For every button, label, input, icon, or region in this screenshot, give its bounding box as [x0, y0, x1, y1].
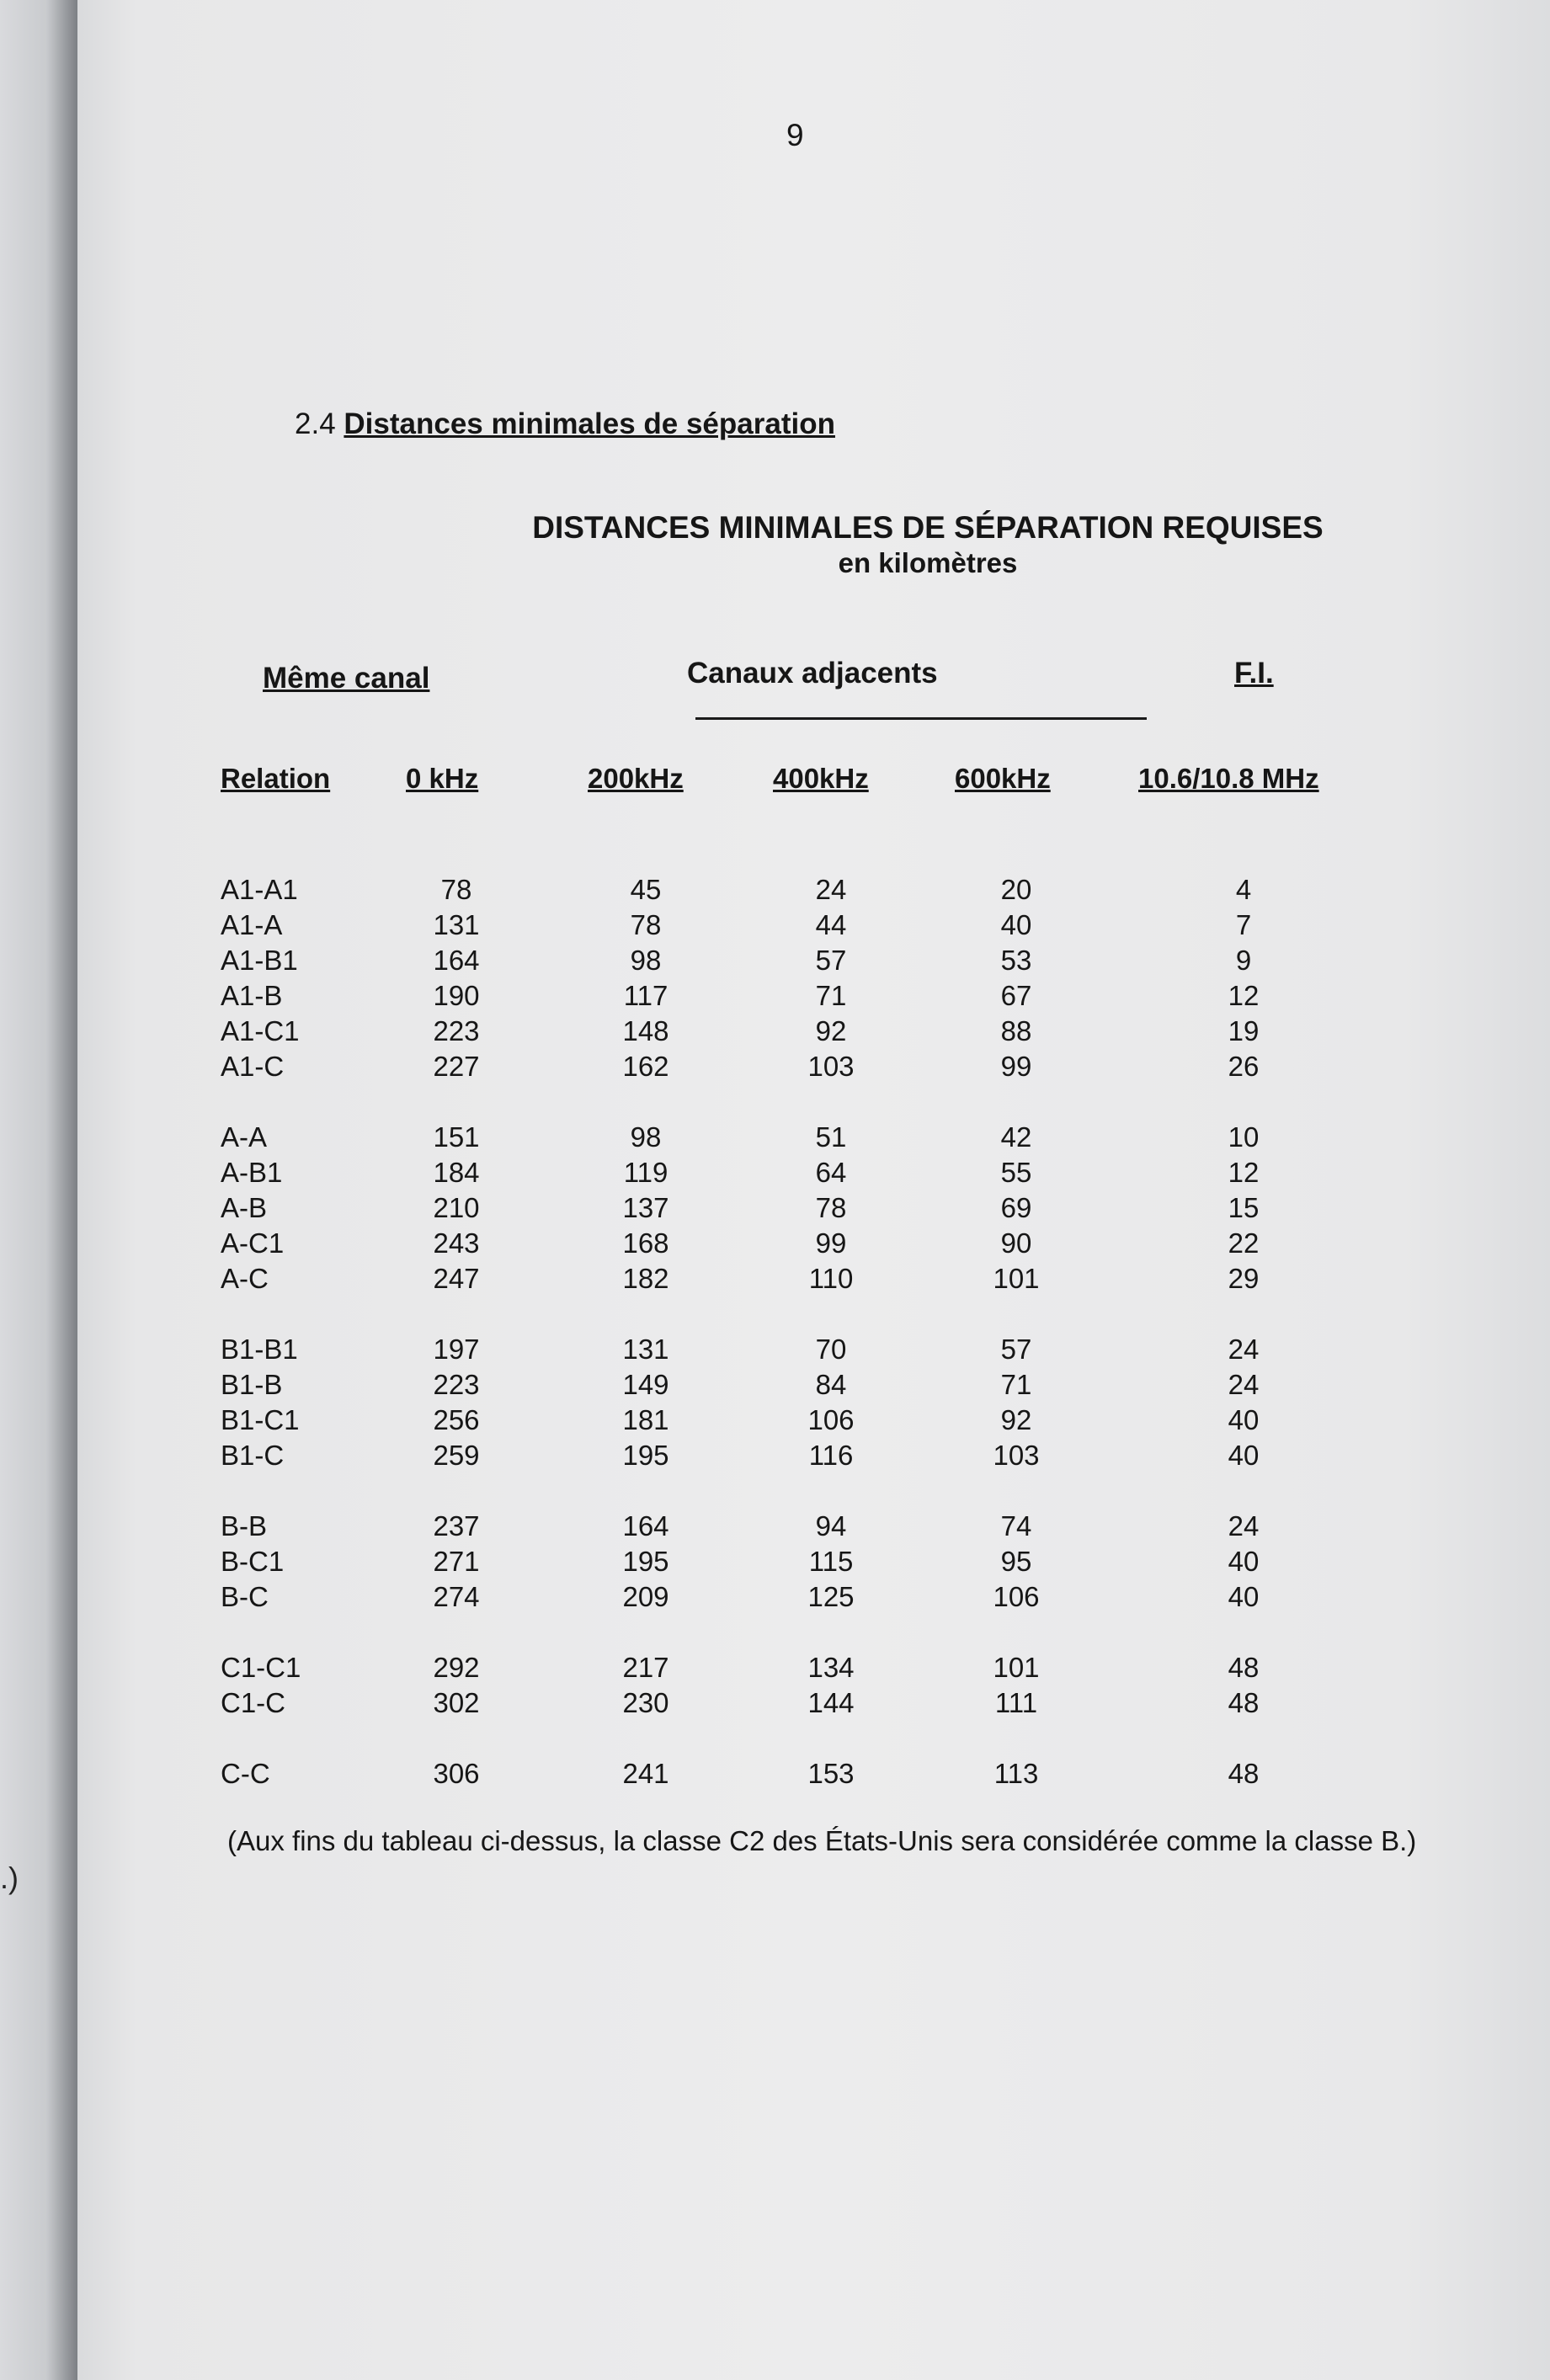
distance-cell: 106	[807, 1404, 855, 1435]
distance-cell: 182	[622, 1263, 669, 1294]
table-row	[77, 1261, 1550, 1296]
distance-cell: 57	[1000, 1334, 1032, 1365]
distance-cell: 98	[630, 1121, 662, 1153]
header-400khz: 400kHz	[773, 763, 869, 794]
distance-cell: 149	[622, 1369, 669, 1400]
distance-cell: 153	[807, 1758, 855, 1789]
distance-cell: 181	[622, 1404, 669, 1435]
distance-cell: 24	[815, 874, 847, 905]
table-row	[77, 1650, 1550, 1685]
distance-cell: 274	[433, 1581, 480, 1612]
distance-cell: 98	[630, 945, 662, 976]
distance-cell: 131	[622, 1334, 669, 1365]
distance-cell: 271	[433, 1546, 480, 1577]
group-fi: F.I.	[1234, 657, 1274, 690]
distance-cell: 90	[1000, 1227, 1032, 1259]
distance-cell: 64	[815, 1157, 847, 1188]
distance-cell: 40	[1000, 909, 1032, 940]
distance-cell: 9	[1235, 945, 1252, 976]
section-title: Distances minimales de séparation	[344, 407, 835, 440]
distance-cell: 103	[807, 1051, 855, 1082]
distance-cell: 40	[1228, 1546, 1260, 1577]
header-600khz: 600kHz	[955, 763, 1051, 794]
distance-cell: 223	[433, 1369, 480, 1400]
distance-cell: 67	[1000, 980, 1032, 1011]
distance-cell: 217	[622, 1652, 669, 1683]
relation-cell: B-C	[221, 1581, 269, 1612]
distance-cell: 48	[1228, 1652, 1260, 1683]
group-adjacent-channels: Canaux adjacents	[687, 657, 938, 690]
distance-cell: 103	[993, 1440, 1040, 1471]
distance-cell: 92	[815, 1015, 847, 1046]
table-title: DISTANCES MINIMALES DE SÉPARATION REQUISES	[532, 510, 1324, 545]
page-number: 9	[786, 118, 804, 152]
relation-cell: A1-A	[221, 909, 283, 940]
relation-cell: B1-B	[221, 1369, 283, 1400]
table-row	[77, 1049, 1550, 1084]
distance-cell: 69	[1000, 1192, 1032, 1223]
distance-cell: 24	[1228, 1334, 1260, 1365]
distance-cell: 71	[815, 980, 847, 1011]
relation-cell: C1-C	[221, 1687, 286, 1718]
distance-cell: 302	[433, 1687, 480, 1718]
header-relation: Relation	[221, 763, 331, 794]
table-row	[77, 1544, 1550, 1579]
distance-cell: 88	[1000, 1015, 1032, 1046]
distance-cell: 116	[808, 1440, 854, 1471]
distance-cell: 48	[1228, 1687, 1260, 1718]
relation-cell: A1-C	[221, 1051, 285, 1082]
relation-cell: C-C	[221, 1758, 270, 1789]
distance-cell: 92	[1000, 1404, 1032, 1435]
table-row	[77, 1685, 1550, 1721]
table-row	[77, 1226, 1550, 1261]
distance-cell: 230	[622, 1687, 669, 1718]
distance-cell: 134	[807, 1652, 855, 1683]
distance-cell: 113	[993, 1758, 1039, 1789]
table-row	[77, 1155, 1550, 1190]
distance-cell: 15	[1228, 1192, 1260, 1223]
adjacent-channels-rule	[695, 717, 1147, 720]
header-if-freq: 10.6/10.8 MHz	[1138, 763, 1319, 794]
distance-cell: 10	[1228, 1121, 1260, 1153]
distance-cell: 209	[622, 1581, 669, 1612]
distance-cell: 24	[1228, 1510, 1260, 1541]
relation-cell: B1-C1	[221, 1404, 300, 1435]
distance-cell: 78	[815, 1192, 847, 1223]
relation-cell: A1-A1	[221, 874, 298, 905]
distance-cell: 125	[807, 1581, 855, 1612]
table-row	[77, 1438, 1550, 1473]
table-row	[77, 1014, 1550, 1049]
distance-cell: 84	[815, 1369, 847, 1400]
distance-cell: 101	[993, 1652, 1040, 1683]
relation-cell: B-C1	[221, 1546, 285, 1577]
distance-cell: 12	[1228, 1157, 1260, 1188]
distance-cell: 237	[433, 1510, 480, 1541]
relation-cell: B1-B1	[221, 1334, 298, 1365]
document-page	[77, 0, 1550, 2380]
distance-cell: 247	[433, 1263, 480, 1294]
distance-cell: 40	[1228, 1581, 1260, 1612]
distance-cell: 48	[1228, 1758, 1260, 1789]
distance-cell: 22	[1228, 1227, 1260, 1259]
relation-cell: A-B	[221, 1192, 268, 1223]
header-0khz: 0 kHz	[406, 763, 479, 794]
distance-cell: 210	[433, 1192, 480, 1223]
distance-cell: 20	[1000, 874, 1032, 905]
distance-cell: 53	[1000, 945, 1032, 976]
relation-cell: A1-B	[221, 980, 283, 1011]
distance-cell: 195	[622, 1440, 669, 1471]
distance-cell: 137	[622, 1192, 669, 1223]
table-row	[77, 1403, 1550, 1438]
relation-cell: B-B	[221, 1510, 268, 1541]
distance-cell: 70	[815, 1334, 847, 1365]
distance-cell: 110	[808, 1263, 854, 1294]
relation-cell: C1-C1	[221, 1652, 301, 1683]
distance-cell: 19	[1228, 1015, 1260, 1046]
previous-page-edge	[0, 0, 77, 2380]
table-row	[77, 1756, 1550, 1792]
distance-cell: 306	[433, 1758, 480, 1789]
distance-cell: 99	[815, 1227, 847, 1259]
distance-cell: 45	[630, 874, 662, 905]
header-200khz: 200kHz	[588, 763, 684, 794]
distance-cell: 74	[1000, 1510, 1032, 1541]
table-row	[77, 1509, 1550, 1544]
distance-cell: 292	[433, 1652, 480, 1683]
table-row	[77, 978, 1550, 1014]
table-row	[77, 1332, 1550, 1367]
distance-cell: 115	[808, 1546, 854, 1577]
distance-cell: 78	[440, 874, 472, 905]
distance-cell: 26	[1228, 1051, 1260, 1082]
section-number: 2.4	[295, 407, 336, 440]
table-row	[77, 872, 1550, 908]
distance-cell: 95	[1000, 1546, 1032, 1577]
distance-cell: 71	[1000, 1369, 1032, 1400]
relation-cell: A-C1	[221, 1227, 285, 1259]
table-row	[77, 1367, 1550, 1403]
distance-cell: 106	[993, 1581, 1040, 1612]
distance-cell: 168	[622, 1227, 669, 1259]
distance-cell: 164	[433, 945, 480, 976]
distance-cell: 40	[1228, 1440, 1260, 1471]
distance-cell: 51	[815, 1121, 847, 1153]
margin-mark: .)	[0, 1861, 19, 1895]
distance-cell: 40	[1228, 1404, 1260, 1435]
distance-cell: 12	[1228, 980, 1260, 1011]
distance-cell: 119	[623, 1157, 668, 1188]
distance-cell: 42	[1000, 1121, 1032, 1153]
table-note: (Aux fins du tableau ci-dessus, la classe C2 des États-Unis sera considérée comme la classe B.)	[227, 1825, 1417, 1856]
table-row	[77, 943, 1550, 978]
relation-cell: A-C	[221, 1263, 269, 1294]
distance-cell: 7	[1235, 909, 1252, 940]
relation-cell: A-A	[221, 1121, 268, 1153]
distance-cell: 151	[433, 1121, 480, 1153]
distance-cell: 164	[622, 1510, 669, 1541]
distance-cell: 44	[815, 909, 847, 940]
table-row	[77, 1190, 1550, 1226]
distance-cell: 259	[433, 1440, 480, 1471]
distance-cell: 131	[433, 909, 480, 940]
relation-cell: A-B1	[221, 1157, 283, 1188]
distance-cell: 190	[433, 980, 480, 1011]
distance-cell: 111	[994, 1687, 1038, 1718]
table-row	[77, 908, 1550, 943]
distance-cell: 227	[433, 1051, 480, 1082]
distance-cell: 144	[807, 1687, 855, 1718]
distance-cell: 24	[1228, 1369, 1260, 1400]
distance-cell: 78	[630, 909, 662, 940]
distance-cell: 162	[622, 1051, 669, 1082]
distance-cell: 243	[433, 1227, 480, 1259]
relation-cell: B1-C	[221, 1440, 285, 1471]
distance-cell: 117	[623, 980, 668, 1011]
section-heading	[295, 407, 835, 441]
distance-cell: 57	[815, 945, 847, 976]
distance-cell: 197	[433, 1334, 480, 1365]
distance-cell: 29	[1228, 1263, 1260, 1294]
relation-cell: A1-C1	[221, 1015, 300, 1046]
table-row	[77, 1120, 1550, 1155]
group-same-channel: Même canal	[263, 662, 430, 695]
distance-cell: 256	[433, 1404, 480, 1435]
distance-cell: 184	[433, 1157, 480, 1188]
distance-cell: 94	[815, 1510, 847, 1541]
distance-cell: 241	[622, 1758, 669, 1789]
distance-cell: 4	[1235, 874, 1252, 905]
table-row	[77, 1579, 1550, 1615]
distance-cell: 223	[433, 1015, 480, 1046]
table-subtitle: en kilomètres	[838, 547, 1018, 578]
relation-cell: A1-B1	[221, 945, 298, 976]
distance-cell: 148	[622, 1015, 669, 1046]
distance-cell: 99	[1000, 1051, 1032, 1082]
distance-cell: 101	[993, 1263, 1040, 1294]
distance-cell: 195	[622, 1546, 669, 1577]
distance-cell: 55	[1000, 1157, 1032, 1188]
